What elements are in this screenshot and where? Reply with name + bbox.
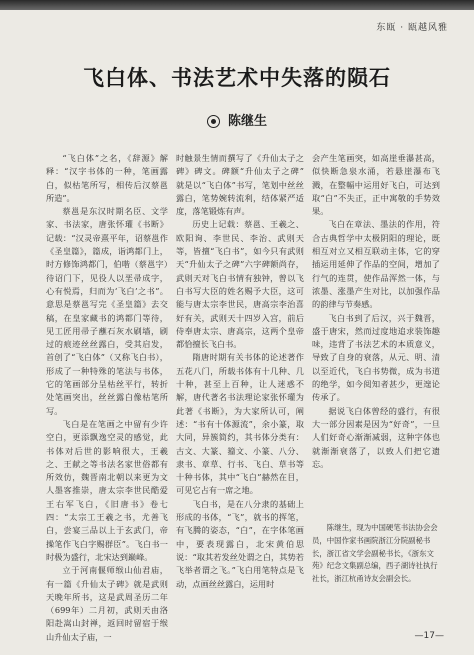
bullet-circle-icon <box>207 115 220 128</box>
article-title: 飞白体、书法艺术中失落的陨石 <box>83 66 391 90</box>
author-bio: 陈继生，现为中国硬笔书法协会会员，中国作家书画院浙江分院副秘书长，浙江省文学会副秘书长，《浙东文苑》纪念文集副总编，西子湖诗社执行社长，浙江杭甬诗友会副会长。 <box>312 523 438 584</box>
paragraph: 飞白是在笔画之中留有少许空白，更添飘逸空灵的感觉，此书体对后世的影响很大，王羲之、王献之等书法名家世俗都有所效仿，魏晋南北朝以来更为文人墨客推崇，唐太宗李世民酷爱王右军飞白，《旧唐书》卷七四：“太宗工王羲之书，尤善飞白，尝宴三品以上于玄武门，帝操笔作飞白字赐群臣”。飞白书一时极为盛行，北宋达到巅峰。 <box>46 418 168 562</box>
column-1 <box>46 152 168 642</box>
paragraph: 据说飞白体曾经的盛行，有很大一部分因素是因为“好奇”，一旦人们好奇心渐渐减弱，这种字体也就渐渐衰落了，以致人们把它遗忘。 <box>312 405 440 469</box>
author-name: 陈继生 <box>227 114 267 129</box>
section-header: 东瓯 · 瓯越风雅 <box>376 23 448 33</box>
top-shadow-band <box>0 0 474 10</box>
paragraph: 飞白书，是在八分隶的基础上形成的书体，“飞”，就书的挥笔，有飞腾的姿态，“白”，在字体笔画中，要表现露白，北宋黄伯思说：“取其若发丝处谓之白，其势若飞举者谓之飞。”飞白用笔特点是飞动，点画丝丝露白，运用时 <box>176 498 304 589</box>
paragraph: “飞白体”之名，《辞源》解释：“汉字书体的一种，笔画露白，似枯笔所写，相传后汉蔡邕所造”。 <box>46 153 168 203</box>
page-number: —17— <box>414 631 444 641</box>
paragraph: 历史上记载：蔡邕、王羲之、欧阳询、李世民、李治、武则天等，皆擅“飞白书”，如今只有武则天“升仙太子之碑”六字碑额尚存，武则天对飞白书情有独钟，曾以飞白书写大臣的姓名赐予大臣，这可能与唐太宗李世民，唐高宗李治喜好有关，武则天十四岁入宫，前后侍奉唐太宗、唐高宗，这两个皇帝都恰擅长飞白书。 <box>176 219 304 350</box>
paragraph: 时触景生情而撰写了《升仙太子之碑》碑文。碑额“升仙太子之碑” 就是以“飞白体”书写，笔划中丝丝露白，笔势婉转流利，结体紧严适度，落笔锻炼有声。 <box>176 153 313 217</box>
paragraph: 蔡邕是东汉时期名臣、文学家、书法家，唐张怀瓘《书断》记载：“汉灵帝熹平年，诏蔡邕作《圣皇篇》，篇成，诣鸿都门上，时方修饰鸿都门，伯喈（蔡邕字）待诏门下，见役人以垩帚成字，心有悦焉，归而为‘飞白’之书”。意思是蔡邕写完《圣皇篇》去交稿，在皇家藏书的鸿都门等待，见工匠用帚子蘸石灰水刷墙，刷过的痕迹丝丝露白，受其启发，首创了“飞白体”（又称飞白书），形成了一种特殊的笔法与书体，它的笔画部分呈枯丝平行，转折处笔画突出，丝丝露白像枯笔所写。 <box>46 206 168 416</box>
paragraph: 隋唐时期有关书体的论述著作五花八门，所载书体有十几种、几十种，甚至上百种，让人迷惑不解，唐代著名书法理论家张怀瓘为此著《书断》，为大家所认可，阐述：“书有十体源流”，余小篆，取大同，异簇简约，其书体分类有：古文、大篆、籀文、小篆、八分、隶书、章草、行书、飞白、草书等十种书体，其中“飞白”赫然在目，可见它占有一席之地。 <box>176 352 304 496</box>
paragraph: 立于河南偃师缑山仙君庙，有一篇《升仙太子碑》就是武则天晚年所书，这是武周圣历二年（699年）二月初，武则天由洛阳赴嵩山封禅，返回时留宿于缑山升仙太子庙，一 <box>46 565 168 642</box>
paragraph: 飞白书到了后汉，兴于魏晋，盛于唐宋，然而过度地追求装饰趣味，违背了书法艺术的本质意义，导致了自身的衰落，从元、明、清以至近代，飞白书势微，成为书道的绝学，如今阅知者甚少，更遑论传承了。 <box>312 312 440 403</box>
paragraph: 会产生笔画突，如高崖垂瀑甚高，似快断急泉水涌，若悬崖瀑布飞溅，在整幅中运用好飞白，可达到取“白”不失正，正中寓敬的手势效果。 <box>312 153 440 217</box>
column-3 <box>312 152 440 512</box>
author-line <box>0 110 474 129</box>
column-2 <box>176 152 313 630</box>
paragraph: 飞白在章法、墨法的作用，符合古典哲学中太极阴阳的理论，既相互对立又相互联动主体，它的穿插运用延伸了作品的空间，增加了行气的连贯，使作品浑然一体，与浓墨、涨墨产生对比，以加强作品的韵律与节奏感。 <box>312 219 440 310</box>
